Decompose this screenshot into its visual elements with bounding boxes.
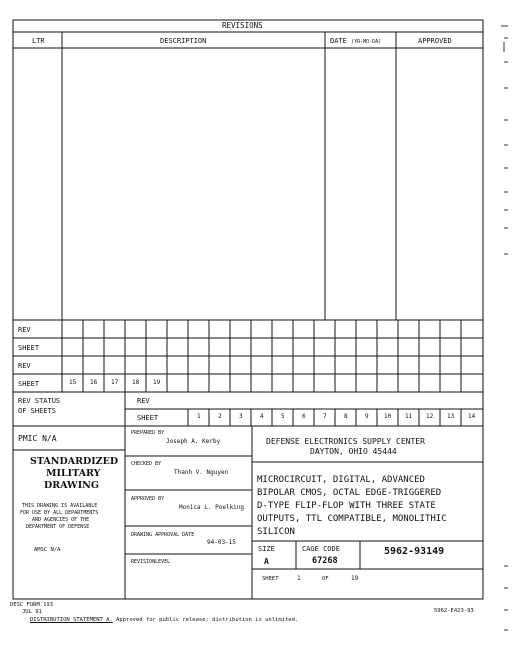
availability-line-4: DEPARTMENT OF DEFENSE (26, 524, 90, 530)
approval-date-value: 94-03-15 (207, 539, 236, 546)
status-sheet-9: 9 (365, 413, 369, 420)
rev-row-3-label: REV (18, 362, 31, 370)
col-date-format: (YR-MO-DA) (351, 39, 382, 45)
drawing-number: 5962-93149 (384, 546, 445, 557)
sheet-number-19: 19 (153, 379, 161, 386)
sheet-number-16: 16 (90, 379, 98, 386)
device-title-line-1: MICROCIRCUIT, DIGITAL, ADVANCED (257, 475, 425, 485)
rev-row-1-label: REV (18, 326, 31, 334)
pmic-label: PMIC N/A (18, 434, 57, 443)
availability-line-2: FOR USE BY ALL DEPARTMENTS (20, 510, 99, 516)
approved-by-label: APPROVED BY (131, 496, 165, 502)
sheet-number-17: 17 (111, 379, 119, 386)
sheet-number-15: 15 (69, 379, 77, 386)
rev-status-sheet-label: SHEET (137, 414, 159, 422)
cage-code-value: 67268 (312, 556, 338, 566)
status-sheet-7: 7 (323, 413, 327, 420)
device-title-line-5: SILICON (257, 527, 295, 537)
distribution-label: DISTRIBUTION STATEMENT A. (30, 617, 113, 623)
status-sheet-14: 14 (468, 413, 476, 420)
status-sheet-5: 5 (281, 413, 285, 420)
revisions-title: REVISIONS (222, 21, 263, 30)
status-sheet-6: 6 (302, 413, 306, 420)
col-description-header: DESCRIPTION (160, 37, 207, 45)
distribution-text: Approved for public release; distribution is unlimited. (116, 617, 299, 623)
status-sheet-11: 11 (405, 413, 413, 420)
rev-status-label-1: REV STATUS (18, 397, 61, 405)
form-number: DESC FORM 193 (10, 602, 54, 608)
col-date-label: DATE (330, 37, 347, 45)
checked-by-label: CHECKED BY (131, 461, 162, 467)
status-sheet-8: 8 (344, 413, 348, 420)
approved-by-name: Monica L. Poelking (179, 504, 245, 511)
agency-line-1: DEFENSE ELECTRONICS SUPPLY CENTER (266, 437, 425, 446)
device-title-line-4: OUTPUTS, TTL COMPATIBLE, MONOLITHIC (257, 514, 447, 524)
sheet-label: SHEET (262, 576, 279, 582)
prepared-by-label: PREPARED BY (131, 430, 165, 436)
sheet-number-18: 18 (132, 379, 140, 386)
form-date: JUL 91 (22, 609, 42, 615)
standardized-title-2: MILITARY (46, 468, 101, 479)
status-sheet-4: 4 (260, 413, 264, 420)
amsc-label: AMSC N/A (34, 547, 61, 553)
availability-line-3: AND AGENCIES OF THE (32, 517, 90, 523)
sheet-row-4-label: SHEET (18, 380, 40, 388)
device-title-line-2: BIPOLAR CMOS, OCTAL EDGE-TRIGGERED (257, 488, 442, 498)
size-value: A (264, 557, 269, 566)
status-sheet-10: 10 (384, 413, 392, 420)
document-code: 5962-E423-93 (434, 608, 474, 614)
availability-line-1: THIS DRAWING IS AVAILABLE (22, 503, 98, 509)
agency-line-2: DAYTON, OHIO 45444 (310, 447, 397, 456)
status-sheet-2: 2 (218, 413, 222, 420)
prepared-by-name: Joseph A. Kerby (166, 438, 221, 445)
device-title-line-3: D-TYPE FLIP-FLOP WITH THREE STATE (257, 501, 436, 511)
size-label: SIZE (258, 545, 275, 553)
standardized-title-3: DRAWING (44, 480, 99, 491)
status-sheet-12: 12 (426, 413, 434, 420)
cage-code-label: CAGE CODE (302, 545, 340, 553)
col-approved-header: APPROVED (418, 37, 452, 45)
standardized-title-1: STANDARDIZED (30, 456, 119, 467)
status-sheet-3: 3 (239, 413, 243, 420)
status-sheet-13: 13 (447, 413, 455, 420)
of-label: OF (322, 576, 329, 582)
rev-status-label-2: OF SHEETS (18, 407, 56, 415)
approval-date-label: DRAWING APPROVAL DATE (131, 532, 195, 538)
rev-status-rev-label: REV (137, 397, 150, 405)
checked-by-name: Thanh V. Nguyen (174, 469, 229, 476)
revision-level-label: REVISIONLEVEL (131, 559, 171, 565)
status-sheet-1: 1 (197, 413, 201, 420)
col-ltr-header: LTR (32, 37, 45, 45)
of-value: 19 (351, 575, 359, 582)
sheet-row-2-label: SHEET (18, 344, 40, 352)
sheet-value: 1 (297, 575, 301, 582)
